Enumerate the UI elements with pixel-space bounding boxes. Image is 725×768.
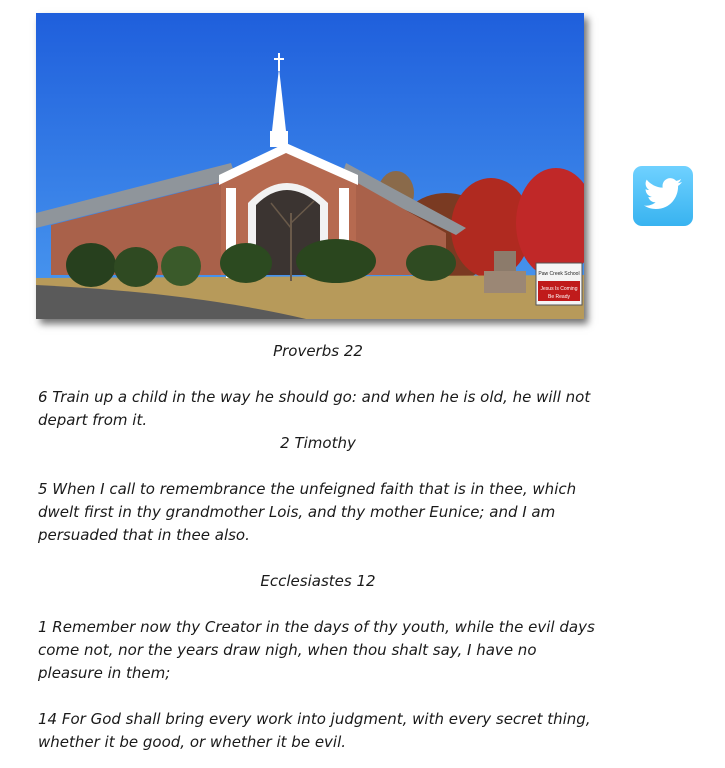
sign-line-2: Jesus Is Coming (540, 286, 578, 292)
verse-ecclesiastes-12-1: 1 Remember now thy Creator in the days of thy youth, while the evil days come not, nor the years draw nigh, when thou shalt say, I have no pleasure in them; (38, 618, 595, 682)
passage-heading-timothy: 2 Timothy (280, 434, 356, 452)
twitter-share-button[interactable] (633, 166, 693, 226)
passage-heading-proverbs: Proverbs 22 (273, 342, 363, 360)
verse-2-timothy-5: 5 When I call to remembrance the unfeigned faith that is in thee, which dwelt first in thy grandmother Lois, and thy mother Eunice; and I am persuaded that in thee also. (38, 480, 577, 544)
twitter-bird-icon (644, 178, 682, 214)
verse-proverbs-22-6: 6 Train up a child in the way he should go: and when he is old, he will not depart from it. (38, 388, 591, 429)
scripture-content (38, 340, 598, 754)
passage-heading-ecclesiastes: Ecclesiastes 12 (260, 572, 376, 590)
sign-line-1: Paw Creek School (538, 271, 580, 277)
church-photo (36, 13, 584, 319)
verse-ecclesiastes-12-14: 14 For God shall bring every work into judgment, with every secret thing, whether it be good, or whether it be evil. (38, 710, 591, 751)
sign-line-3: Be Ready (548, 294, 570, 300)
